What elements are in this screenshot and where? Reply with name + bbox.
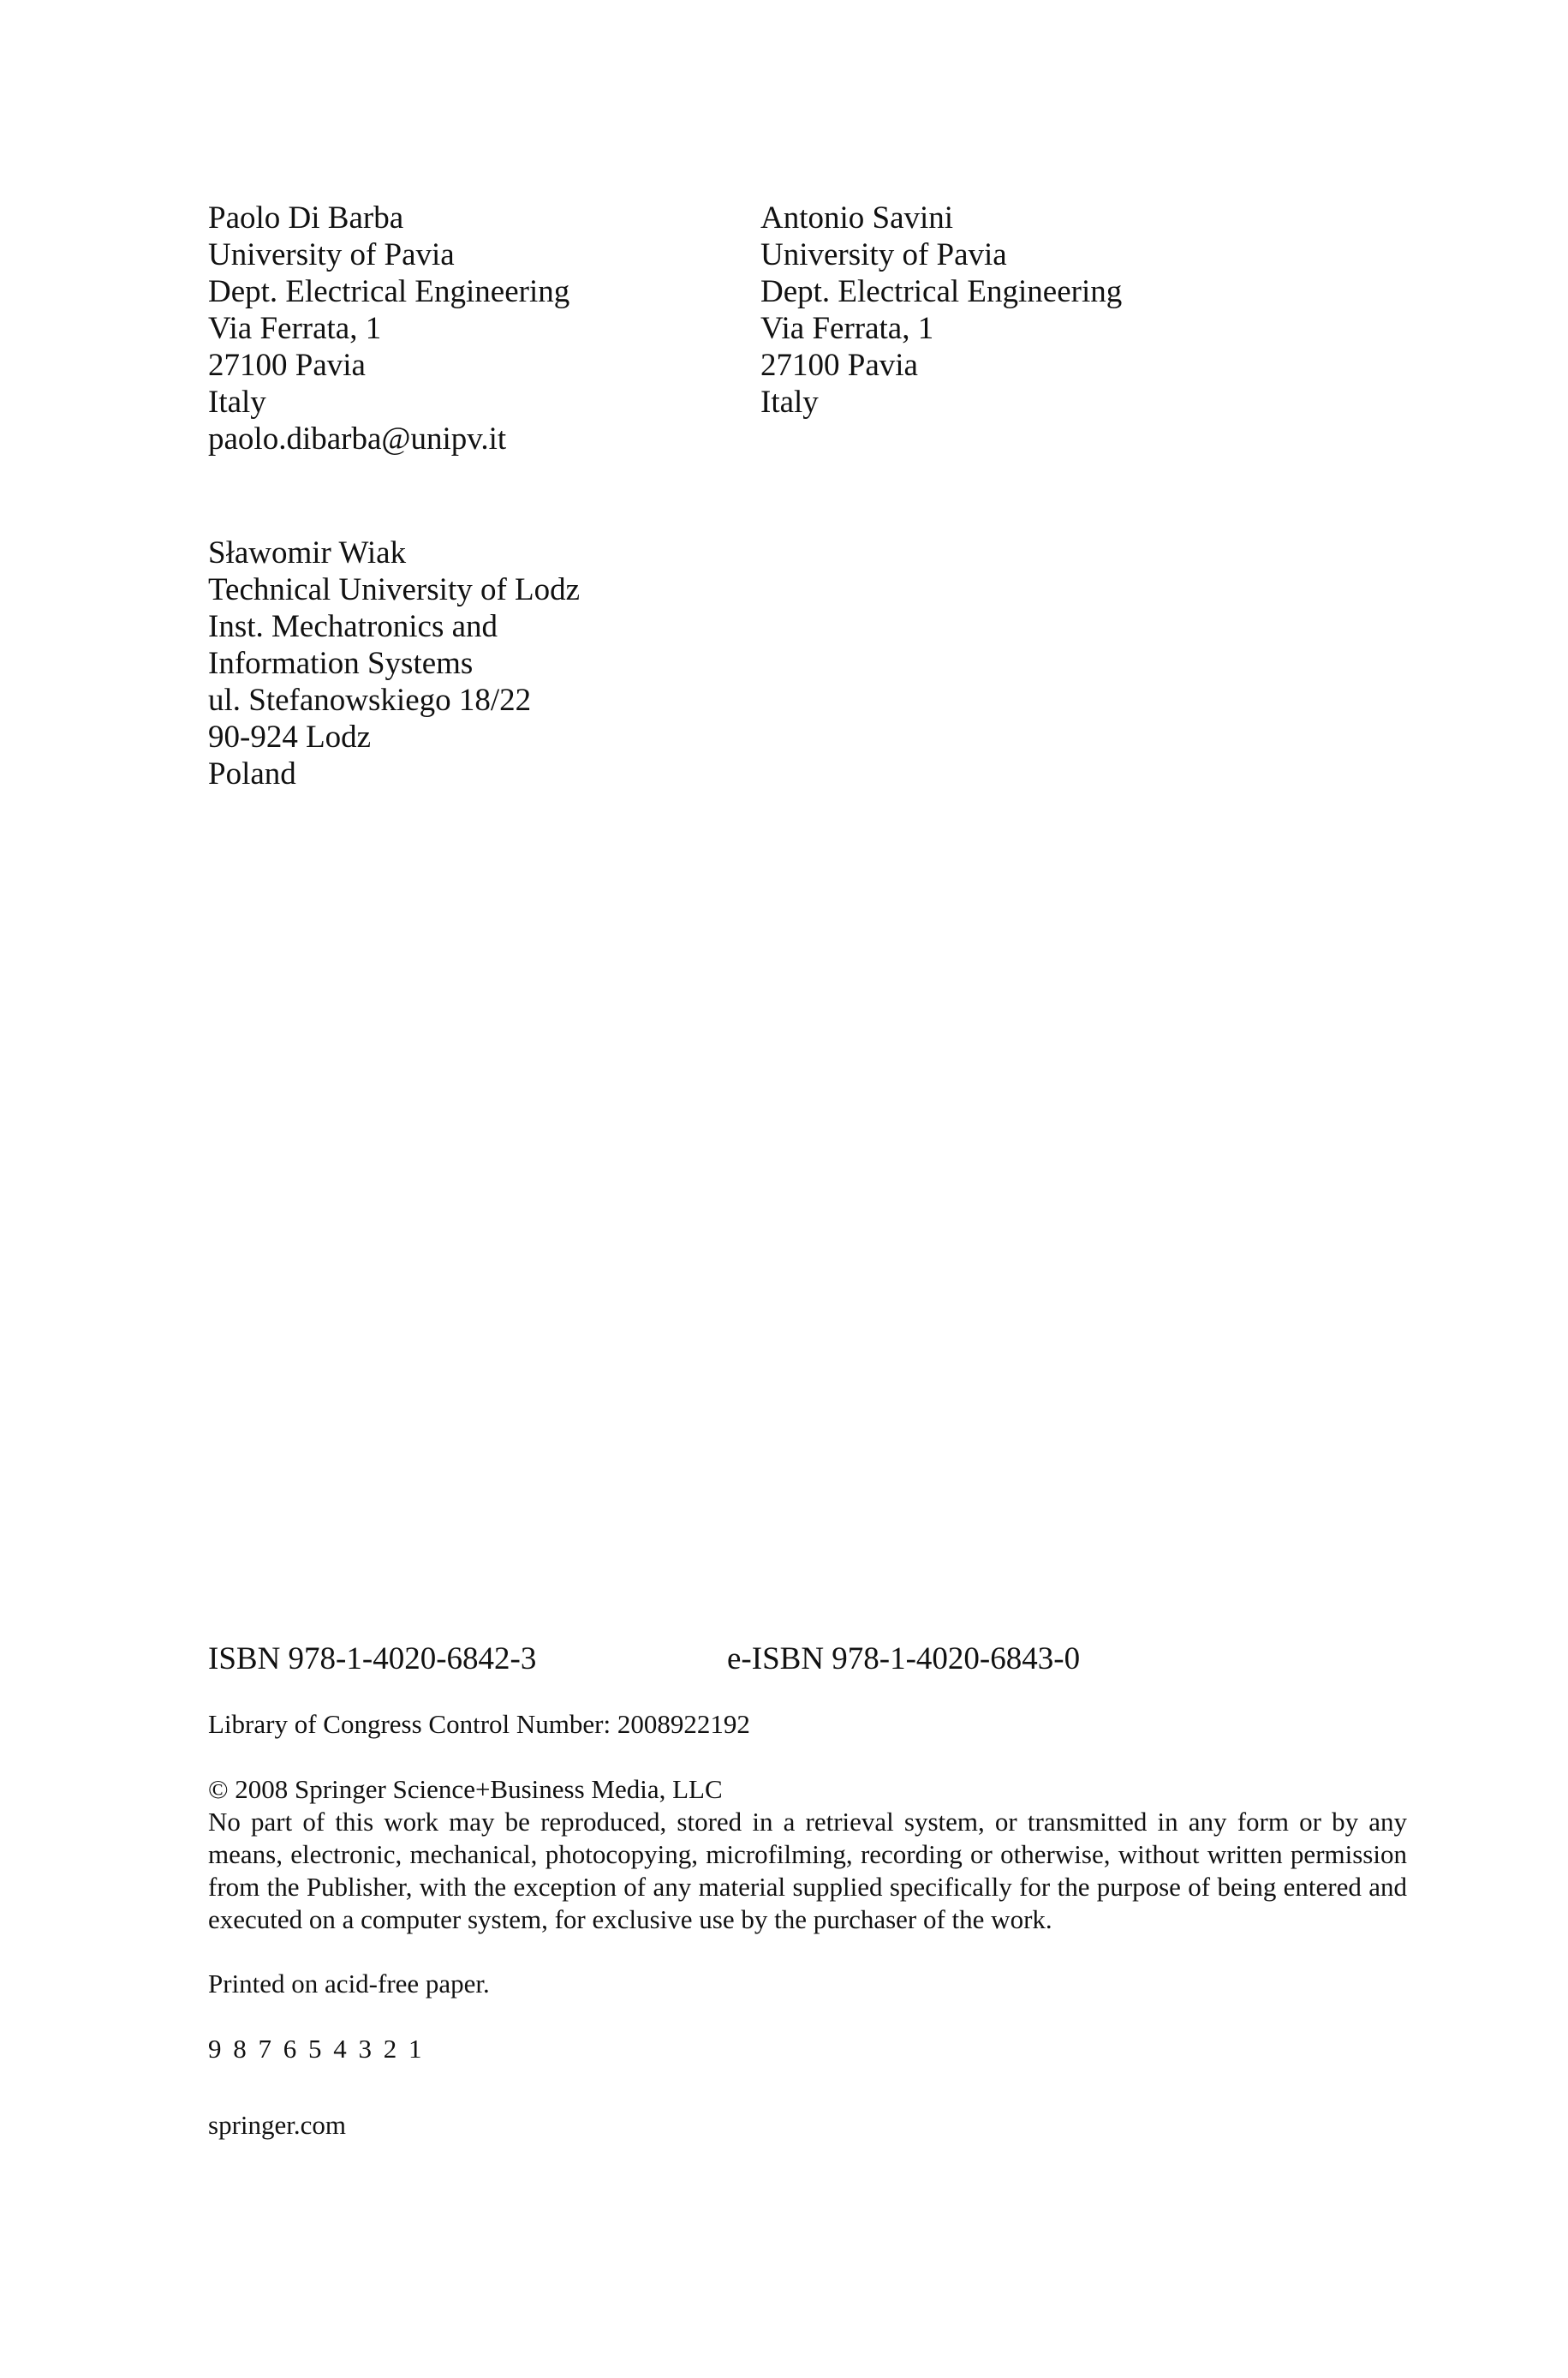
author-affiliation: University of Pavia	[208, 237, 455, 272]
copyright-block	[208, 1773, 1407, 1936]
author-street: ul. Stefanowskiego 18/22	[208, 683, 532, 718]
author-address-di-barba	[208, 200, 569, 457]
author-department: Dept. Electrical Engineering	[760, 274, 1123, 309]
publisher-site: springer.com	[208, 2110, 346, 2140]
author-email: paolo.dibarba@unipv.it	[208, 421, 507, 457]
copyright-line: © 2008 Springer Science+Business Media, LLC	[208, 1774, 723, 1804]
author-affiliation: Technical University of Lodz	[208, 572, 581, 607]
author-city: 27100 Pavia	[208, 348, 366, 383]
printed-note: Printed on acid-free paper.	[208, 1969, 490, 1999]
isbn-electronic: e-ISBN 978-1-4020-6843-0	[727, 1641, 1081, 1676]
author-department: Dept. Electrical Engineering	[208, 274, 570, 309]
author-street: Via Ferrata, 1	[760, 311, 934, 346]
author-institute-cont: Information Systems	[208, 646, 474, 681]
author-country: Italy	[760, 385, 819, 420]
author-street: Via Ferrata, 1	[208, 311, 382, 346]
author-name: Antonio Savini	[760, 200, 954, 236]
author-affiliation: University of Pavia	[760, 237, 1007, 272]
lccn: Library of Congress Control Number: 2008922192	[208, 1709, 750, 1739]
author-country: Italy	[208, 385, 266, 420]
print-run-numbers: 9 8 7 6 5 4 3 2 1	[208, 2034, 422, 2064]
author-name: Paolo Di Barba	[208, 200, 404, 236]
author-name: Sławomir Wiak	[208, 535, 407, 571]
rights-statement: No part of this work may be reproduced, stored in a retrieval system, or transmitted in any form or by any means, electronic, mechanical, photocopying, microfilming, recording or otherwise, without written permission from the Publisher, with the exception of any material supplied specifically for the purpose of being entered and executed on a computer system, for exclusive use by the purchaser of the work.	[208, 1807, 1407, 1934]
author-address-savini	[760, 200, 1122, 421]
author-city: 27100 Pavia	[760, 348, 918, 383]
author-country: Poland	[208, 756, 296, 792]
author-address-wiak	[208, 535, 580, 792]
isbn-print: ISBN 978-1-4020-6842-3	[208, 1641, 537, 1676]
author-city: 90-924 Lodz	[208, 720, 372, 755]
author-institute: Inst. Mechatronics and	[208, 609, 498, 644]
